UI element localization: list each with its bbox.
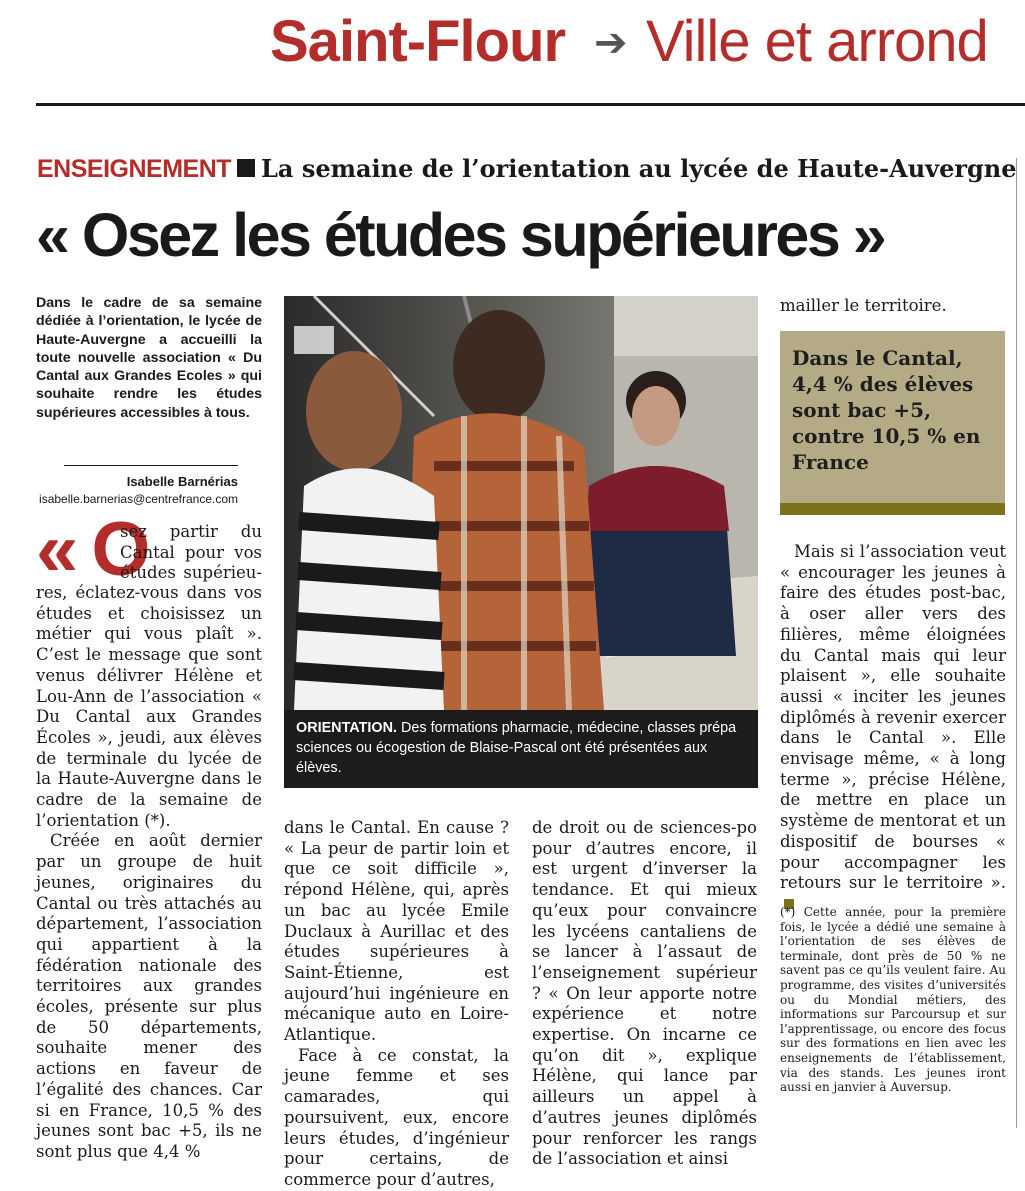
square-bullet-icon [237,159,255,177]
arrow-icon: ➔ [594,21,628,65]
body-col1-wrap [120,522,262,584]
header-rule [36,103,1025,106]
kicker [37,154,1017,184]
article-photo [284,296,758,710]
caption-lead: ORIENTATION. [296,720,397,736]
footnote: (*) Cette année, pour la première fois, le lycée a dédié une semaine à l’orientation de ses élèves de terminale, dont près de 50 % ne savent pas ce qu’ils veulent faire. Au programme, des visites d’universités ou du Mondial métiers, des informations sur Parcoursup et sur l’apprentissage, ou encore des focus sur des formations en lien avec les enseignements de l’établissement, via des stands. Les jeunes iront aussi en janvier à Auversup. [780,905,1006,1095]
body-line: études supérieu- [120,563,262,583]
caption-text: Des formations pharmacie, médecine, classes prépa sciences ou écogestion de Blaise-Pascal ont été présentées aux élèves. [296,720,737,776]
callout-text: Dans le Cantal, 4,4 % des élèves sont bac +5, contre 10,5 % en France [792,346,981,474]
kicker-category: ENSEIGNEMENT [37,155,232,183]
byline-email: isabelle.barnerias@centrefrance.com [39,492,238,506]
column-divider [1016,158,1017,1128]
byline-rule [64,465,238,466]
page-section-name: Ville et arrond [646,9,988,74]
body-paragraph: res, éclatez-vous dans vos études et choisissez un métier qui vous plaît ». C’est le message que sont venus délivrer Hélène et Lou-Ann de l’association « Du Cantal aux Grandes Écoles », jeudi, aux élèves de terminale du lycée de la Haute-Auvergne dans le cadre de la semaine de l’orientation (*). [36,583,262,830]
body-col2 [284,818,509,1191]
body-paragraph: Mais si l’association veut « encourager les jeunes à faire des études post-bac, à oser aller vers des filières, même éloignées du Cantal mais qui leur plaisent », elle souhaite aussi « inciter les jeunes diplômés à revenir exercer dans le Cantal ». Elle envisage même, « à long terme », précise Hélène, de mettre en place un système de mentorat et un dispositif de bourses « pour accompagner les retours sur le territoire ». [780,542,1006,893]
callout-bar [780,503,1005,515]
body-col4 [780,542,1006,915]
body-col3 [532,818,757,1170]
body-line: Cantal pour vos [120,542,262,562]
body-paragraph: Face à ce constat, la jeune femme et ses camarades, qui poursuivent, eux, encore leurs études, d’ingénieur pour certains, de commerce pour d’autres, [284,1045,509,1189]
body-paragraph: dans le Cantal. En cause ? « La peur de partir loin et que ce soit difficile », répond Hélène, qui, après un bac au lycée Emile Duclaux à Aurillac et des études supérieures à Saint-Étienne, est aujourd’hui ingénieure en mécanique auto en Loire-Atlantique. [284,818,509,1045]
kicker-subtitle: La semaine de l’orientation au lycée de Haute-Auvergne [261,154,1017,183]
photo-caption [284,710,758,788]
body-paragraph: de droit ou de sciences-po pour d’autres encore, il est urgent d’inverser la tendance. Et qui mieux qu’eux pour convaincre les lycéens cantaliens de se lancer à l’assaut de l’enseignement supérieur ? « On leur apporte notre expérience et notre expertise. On incarne ce qu’on dit », explique Hélène, qui lance par ailleurs un appel à d’autres jeunes diplômés pour renforcer les rangs de l’association et ainsi [532,818,757,1169]
byline-author: Isabelle Barnérias [126,474,238,489]
article-headline: « Osez les études supérieures » [36,201,885,269]
body-line: sez partir du [120,522,262,541]
drop-cap: « O [36,507,147,592]
callout-box [780,331,1005,503]
page-section-town: Saint-Flour [270,9,566,74]
body-paragraph: Créée en août dernier par un groupe de huit jeunes, originaires du Cantal ou très attachés au département, l’association qui appartient à la fédération nationale des territoires aux grandes écoles, présente sur plus de 50 départements, souhaite mener des actions en faveur de l’égalité des chances. Car si en France, 10,5 % des jeunes sont bac +5, ils ne sont plus que 4,4 % [36,831,262,1161]
body-col1 [36,583,262,1163]
body-col4-top: mailler le territoire. [780,296,947,315]
article-lede: Dans le cadre de sa semaine dédiée à l’orientation, le lycée de Haute-Auvergne a accueilli la toute nouvelle association « Du Cantal aux Grandes Ecoles » qui souhaite rendre les études supérieures accessibles à tous. [36,295,262,421]
